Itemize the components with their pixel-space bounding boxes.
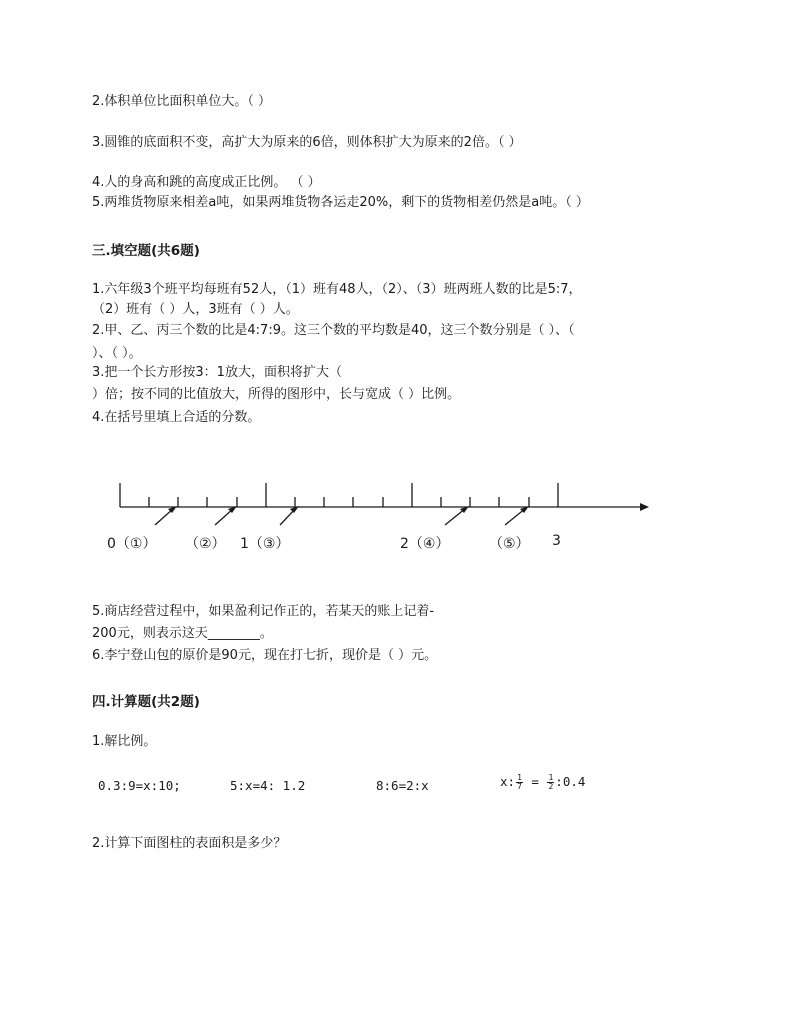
judge-question-4: 4.人的身高和跳的高度成正比例。 （ ） xyxy=(92,175,321,190)
proportion-equation-1: 0.3:9=x:10; xyxy=(98,778,181,793)
proportion-equation-3: 8:6=2:x xyxy=(376,778,429,793)
fraction-denominator: 2 xyxy=(548,782,554,791)
fill-question-5-line1: 5.商店经营过程中，如果盈利记作正的，若某天的账上记着- xyxy=(92,604,435,619)
number-line-label-3: 3 xyxy=(552,533,561,549)
fraction-numerator: 1 xyxy=(517,773,522,782)
fill-question-1-line1: 1.六年级3个班平均每班有52人，（1）班有48人，（2）、（3）班两班人数的比是5:7， xyxy=(92,282,582,297)
number-line-label-4: 2（④） xyxy=(400,536,450,552)
fill-question-3-line2: ）倍；按不同的比值放大，所得的图形中，长与宽成（ ）比例。 xyxy=(92,387,461,402)
fill-question-3-line1: 3.把一个长方形按3：1放大，面积将扩大（ xyxy=(92,365,342,380)
judge-question-2: 2.体积单位比面积单位大。（ ） xyxy=(92,94,272,109)
calc-question-2: 2.计算下面图柱的表面积是多少？ xyxy=(92,836,287,851)
fill-question-6: 6.李宁登山包的原价是90元，现在打七折，现价是（ ）元。 xyxy=(92,648,438,663)
number-line-label-1: 1（③） xyxy=(240,536,290,552)
fraction-denominator: 7 xyxy=(517,782,522,791)
number-line-label-0: 0（①） xyxy=(107,536,157,552)
eq4-equals: = xyxy=(523,774,547,789)
calc-question-1: 1.解比例。 xyxy=(92,734,157,749)
eq4-prefix: x: xyxy=(500,774,516,789)
judge-question-3: 3.圆锥的底面积不变，高扩大为原来的6倍，则体积扩大为原来的2倍。（ ） xyxy=(92,135,522,150)
fill-question-5-line2: 200元，则表示这天________。 xyxy=(92,626,273,641)
fraction-numerator: 1 xyxy=(548,773,554,782)
judge-question-5: 5.两堆货物原来相差a吨，如果两堆货物各运走20%，剩下的货物相差仍然是a吨。（ ） xyxy=(92,195,589,210)
fill-question-1-line2: （2）班有（ ）人，3班有（ ）人。 xyxy=(92,302,299,317)
fill-question-4: 4.在括号里填上合适的分数。 xyxy=(92,410,261,425)
fill-question-2-line1: 2.甲、乙、丙三个数的比是4:7:9。这三个数的平均数是40，这三个数分别是（ ）、（ xyxy=(92,323,575,338)
eq4-suffix: :0.4 xyxy=(555,774,586,789)
section-heading-calc: 四.计算题(共2题) xyxy=(92,694,200,710)
proportion-equation-2: 5:x=4: 1.2 xyxy=(230,778,306,793)
proportion-equation-4 xyxy=(500,774,585,791)
fraction-one-half xyxy=(547,774,554,791)
number-line-label-5: （⑤） xyxy=(489,536,530,552)
number-line-label-2: （②） xyxy=(185,536,226,552)
fill-question-2-line2: ）、（ ）。 xyxy=(92,346,142,361)
number-line-diagram xyxy=(100,470,660,530)
section-heading-fill: 三.填空题(共6题) xyxy=(92,243,200,259)
fraction-one-seventh xyxy=(516,774,523,791)
number-line-arrowhead xyxy=(640,503,649,511)
